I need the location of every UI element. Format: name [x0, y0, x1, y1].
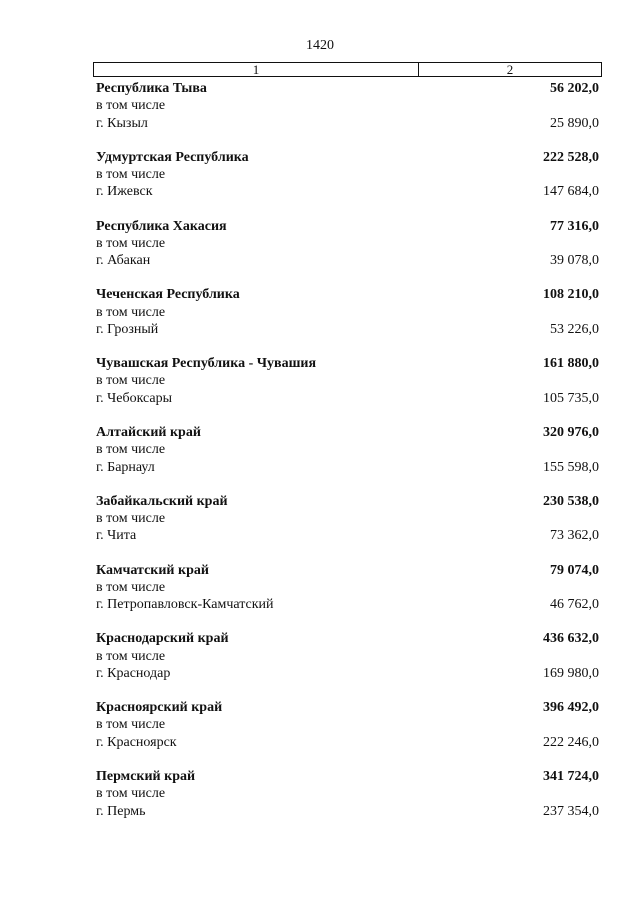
table-row [96, 166, 599, 183]
including-label: в том числе [96, 373, 166, 389]
table-row [96, 115, 599, 132]
table-row [96, 390, 599, 407]
table-row [96, 355, 599, 372]
table-row [96, 579, 599, 596]
city-name: г. Грозный [96, 321, 159, 337]
region-group [96, 493, 599, 562]
table-row [96, 493, 599, 510]
region-group [96, 218, 599, 287]
including-label: в том числе [96, 579, 166, 595]
including-label: в том числе [96, 98, 166, 114]
region-group [96, 149, 599, 218]
table-row [96, 716, 599, 733]
region-total: 320 976,0 [543, 424, 599, 440]
region-name: Красноярский край [96, 700, 223, 716]
column-header-1: 1 [94, 63, 419, 76]
region-group [96, 424, 599, 493]
region-group [96, 355, 599, 424]
including-label: в том числе [96, 786, 166, 802]
region-total: 161 880,0 [543, 356, 599, 372]
city-value: 237 354,0 [543, 803, 599, 819]
including-label: в том числе [96, 304, 166, 320]
table-row [96, 665, 599, 682]
city-value: 155 598,0 [543, 459, 599, 475]
region-total: 108 210,0 [543, 287, 599, 303]
city-value: 105 735,0 [543, 390, 599, 406]
table-row [96, 321, 599, 338]
region-group [96, 80, 599, 149]
including-label: в том числе [96, 717, 166, 733]
region-table [96, 80, 599, 837]
region-name: Краснодарский край [96, 631, 229, 647]
city-value: 46 762,0 [550, 597, 599, 613]
table-row [96, 648, 599, 665]
including-label: в том числе [96, 648, 166, 664]
region-name: Удмуртская Республика [96, 149, 249, 165]
city-name: г. Краснодар [96, 665, 171, 681]
table-row [96, 527, 599, 544]
city-value: 222 246,0 [543, 734, 599, 750]
region-total: 222 528,0 [543, 149, 599, 165]
city-name: г. Абакан [96, 253, 151, 269]
table-row [96, 149, 599, 166]
region-total: 56 202,0 [550, 81, 599, 96]
table-row [96, 699, 599, 716]
city-name: г. Красноярск [96, 734, 177, 750]
city-value: 169 980,0 [543, 665, 599, 681]
table-row [96, 630, 599, 647]
city-value: 147 684,0 [543, 184, 599, 200]
column-header-2: 2 [506, 62, 514, 77]
city-name: г. Барнаул [96, 459, 155, 475]
including-label: в том числе [96, 235, 166, 251]
table-row [96, 459, 599, 476]
city-name: г. Чита [96, 528, 137, 544]
city-name: г. Пермь [96, 803, 146, 819]
region-group [96, 286, 599, 355]
city-name: г. Петропавловск-Камчатский [96, 597, 274, 613]
region-group [96, 768, 599, 837]
table-row [96, 510, 599, 527]
region-group [96, 630, 599, 699]
including-label: в том числе [96, 167, 166, 183]
region-total: 230 538,0 [543, 493, 599, 509]
region-name: Республика Хакасия [96, 218, 227, 234]
including-label: в том числе [96, 511, 166, 527]
region-group [96, 562, 599, 631]
table-row [96, 80, 599, 97]
table-row [96, 734, 599, 751]
table-row [96, 252, 599, 269]
table-row [96, 304, 599, 321]
region-name: Камчатский край [96, 562, 209, 578]
including-label: в том числе [96, 442, 166, 458]
region-total: 79 074,0 [550, 562, 599, 578]
table-row [96, 803, 599, 820]
table-row [96, 286, 599, 303]
region-total: 396 492,0 [543, 700, 599, 716]
table-row [96, 218, 599, 235]
city-name: г. Кызыл [96, 115, 148, 131]
region-name: Чеченская Республика [96, 287, 240, 303]
region-group [96, 699, 599, 768]
city-value: 73 362,0 [550, 528, 599, 544]
region-total: 77 316,0 [550, 218, 599, 234]
region-name: Алтайский край [96, 424, 201, 440]
table-row [96, 97, 599, 114]
table-row [96, 785, 599, 802]
page-number: 1420 [306, 38, 334, 53]
table-row [96, 596, 599, 613]
region-name: Республика Тыва [96, 81, 207, 96]
region-name: Забайкальский край [96, 493, 228, 509]
table-row [96, 562, 599, 579]
table-row [96, 235, 599, 252]
region-total: 341 724,0 [543, 768, 599, 784]
table-row [96, 424, 599, 441]
table-row [96, 768, 599, 785]
table-row [96, 372, 599, 389]
region-total: 436 632,0 [543, 631, 599, 647]
city-value: 25 890,0 [550, 115, 599, 131]
region-name: Пермский край [96, 768, 196, 784]
table-row [96, 441, 599, 458]
table-row [96, 183, 599, 200]
city-name: г. Чебоксары [96, 390, 173, 406]
table-header [93, 62, 602, 77]
region-name: Чувашская Республика - Чувашия [96, 356, 317, 372]
city-value: 39 078,0 [550, 253, 599, 269]
city-value: 53 226,0 [550, 321, 599, 337]
city-name: г. Ижевск [96, 184, 153, 200]
